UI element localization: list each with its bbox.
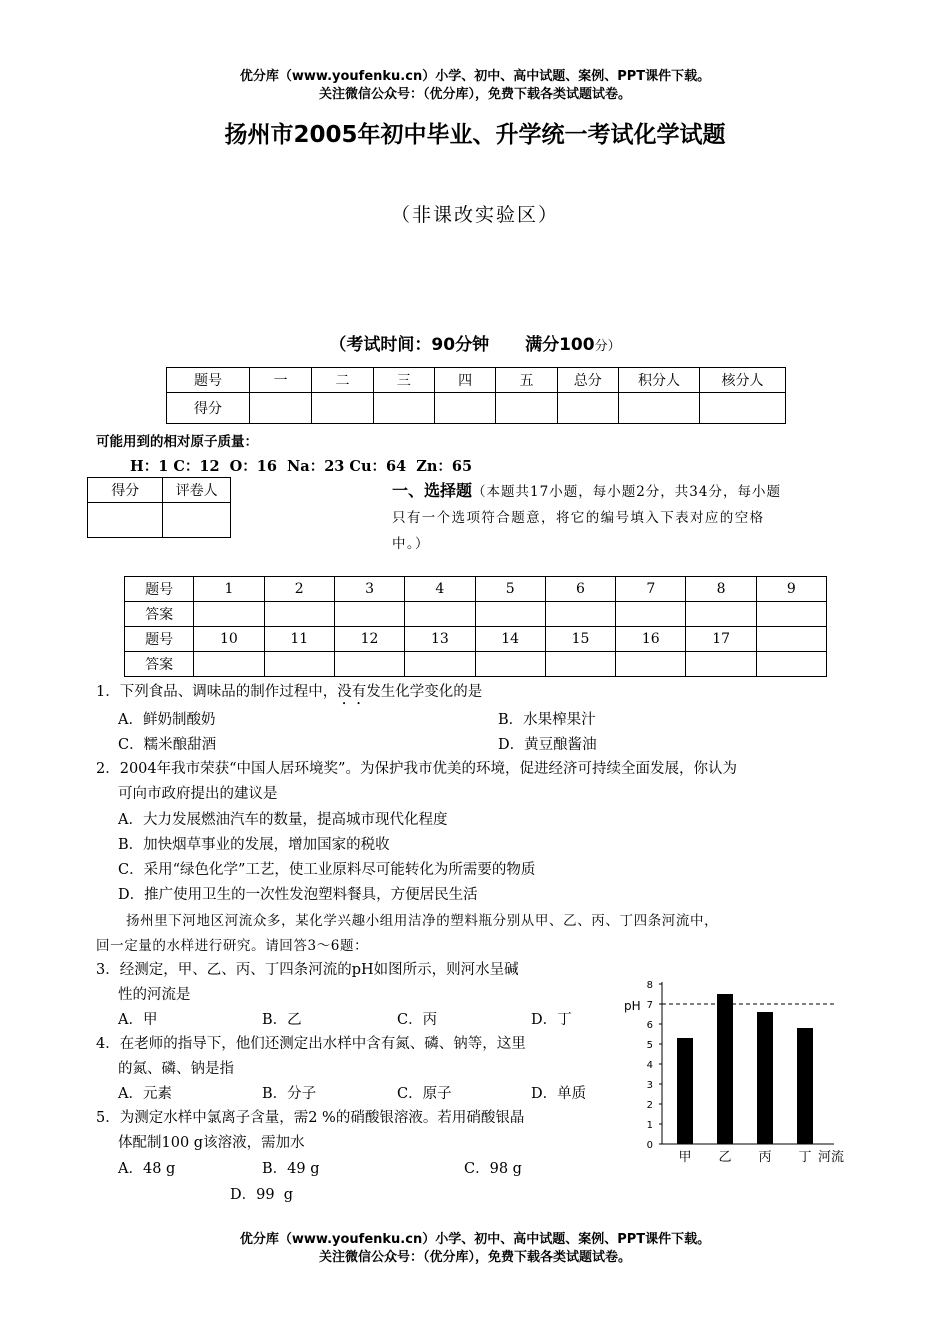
question-3-option-c: C．丙 xyxy=(397,1012,438,1028)
score-header-cell: 题号 xyxy=(167,368,250,393)
question-1-option-d: D．黄豆酿酱油 xyxy=(498,737,597,753)
question-3-stem-line2: 性的河流是 xyxy=(118,987,191,1003)
chart-x-tick-label: 丙 xyxy=(758,1150,772,1165)
answer-cell[interactable] xyxy=(194,602,264,627)
question-3-stem-line1: 3．经测定，甲、乙、丙、丁四条河流的pH如图所示，则河水呈碱 xyxy=(96,962,519,978)
chart-bar xyxy=(677,1038,693,1144)
answer-cell[interactable] xyxy=(545,602,615,627)
chart-y-tick-label: 4 xyxy=(646,1060,653,1071)
answer-cell[interactable] xyxy=(756,652,826,677)
grader-score-label: 得分 xyxy=(88,478,163,503)
question-2-stem-line1: 2．2004年我市荣获“中国人居环境奖”。为保护我市优美的环境，促进经济可持续全面发展，你认为 xyxy=(96,761,737,777)
score-header-cell: 三 xyxy=(373,368,434,393)
score-header-cell: 四 xyxy=(434,368,495,393)
answer-cell[interactable] xyxy=(334,602,404,627)
answer-cell[interactable] xyxy=(475,652,545,677)
section1-desc-2: 只有一个选项符合题意，将它的编号填入下表对应的空格 xyxy=(392,510,765,526)
grader-score-cell[interactable] xyxy=(88,503,163,538)
question-3-option-a: A．甲 xyxy=(118,1012,158,1028)
chart-x-tick-label: 乙 xyxy=(718,1150,732,1165)
chart-y-tick-label: 7 xyxy=(646,1000,653,1011)
page-header-line2: 关注微信公众号：（优分库），免费下载各类试题试卷。 xyxy=(318,87,631,102)
answer-row-label: 题号 xyxy=(125,627,194,652)
answer-cell[interactable] xyxy=(334,652,404,677)
question-4-option-a: A．元素 xyxy=(118,1086,172,1102)
question-1-option-a: A．鲜奶制酸奶 xyxy=(118,712,216,728)
chart-y-tick-label: 8 xyxy=(646,980,653,991)
score-header-cell: 五 xyxy=(496,368,557,393)
question-number-cell: 9 xyxy=(756,577,826,602)
score-cell[interactable] xyxy=(496,393,557,424)
chart-bar xyxy=(797,1028,813,1144)
answer-row-label: 答案 xyxy=(125,652,194,677)
exam-title: 扬州市2005年初中毕业、升学统一考试化学试题 xyxy=(224,122,726,148)
question-4-stem-line2: 的氮、磷、钠是指 xyxy=(118,1061,234,1077)
chart-y-tick-label: 1 xyxy=(646,1120,653,1131)
grader-name-label: 评卷人 xyxy=(163,478,231,503)
grader-box xyxy=(87,477,231,538)
question-1-emphasis: 没有 xyxy=(337,684,367,700)
answer-row-label: 题号 xyxy=(125,577,194,602)
score-cell[interactable] xyxy=(618,393,699,424)
score-cell[interactable] xyxy=(373,393,434,424)
question-1-option-b: B．水果榨果汁 xyxy=(498,712,596,728)
chart-y-tick-label: 2 xyxy=(646,1100,653,1111)
answer-table xyxy=(124,576,827,677)
answer-cell[interactable] xyxy=(194,652,264,677)
question-number-cell: 5 xyxy=(475,577,545,602)
question-3-option-d: D．丁 xyxy=(531,1012,572,1028)
question-number-cell: 16 xyxy=(616,627,686,652)
question-4-option-b: B．分子 xyxy=(262,1086,317,1102)
chart-y-tick-label: 6 xyxy=(646,1020,653,1031)
chart-bar xyxy=(717,994,733,1144)
question-number-cell xyxy=(756,627,826,652)
answer-table-row xyxy=(125,652,827,677)
question-2-option-b: B．加快烟草事业的发展，增加国家的税收 xyxy=(118,837,390,853)
answer-table-row xyxy=(125,627,827,652)
chart-x-tick-label: 甲 xyxy=(678,1150,692,1165)
question-4-option-d: D．单质 xyxy=(531,1086,587,1102)
score-header-cell: 二 xyxy=(312,368,373,393)
question-5-option-a: A．48 g xyxy=(118,1161,176,1177)
question-number-cell: 7 xyxy=(616,577,686,602)
score-cell[interactable] xyxy=(434,393,495,424)
question-2-option-d: D．推广使用卫生的一次性发泡塑料餐具，方便居民生活 xyxy=(118,887,478,903)
question-number-cell: 11 xyxy=(264,627,334,652)
question-number-cell: 4 xyxy=(405,577,475,602)
exam-full-score: 满分100 xyxy=(525,335,595,355)
question-number-cell: 17 xyxy=(686,627,756,652)
section1-desc-1: （本题共17小题，每小题2分，共34分，每小题 xyxy=(472,484,781,500)
question-number-cell: 2 xyxy=(264,577,334,602)
chart-y-axis-label: pH xyxy=(624,999,641,1013)
score-cell[interactable] xyxy=(250,393,312,424)
chart-y-tick-label: 3 xyxy=(646,1080,653,1091)
question-5-option-b: B．49 g xyxy=(262,1161,320,1177)
score-header-cell: 积分人 xyxy=(618,368,699,393)
intro-line2: 回一定量的水样进行研究。请回答3～6题： xyxy=(96,938,369,954)
question-number-cell: 3 xyxy=(334,577,404,602)
answer-cell[interactable] xyxy=(264,602,334,627)
answer-cell[interactable] xyxy=(686,652,756,677)
question-number-cell: 1 xyxy=(194,577,264,602)
answer-table-row xyxy=(125,602,827,627)
section1-desc-3: 中。） xyxy=(392,536,430,552)
answer-cell[interactable] xyxy=(405,652,475,677)
chart-x-tick-label: 丁 xyxy=(798,1150,812,1165)
grader-name-cell[interactable] xyxy=(163,503,231,538)
question-number-cell: 6 xyxy=(545,577,615,602)
question-3-option-b: B．乙 xyxy=(262,1012,302,1028)
question-5-stem-line2: 体配制100 g该溶液，需加水 xyxy=(118,1135,305,1151)
page-footer-line1: 优分库（www.youfenku.cn）小学、初中、高中试题、案例、PPT课件下载。 xyxy=(239,1232,711,1247)
answer-cell[interactable] xyxy=(686,602,756,627)
question-1-stem xyxy=(96,680,482,708)
question-1-stem-part: 发生化学变化的是 xyxy=(366,684,483,700)
answer-cell[interactable] xyxy=(616,652,686,677)
chart-y-tick-label: 0 xyxy=(646,1140,653,1151)
question-2-option-c: C．采用“绿色化学”工艺，使工业原料尽可能转化为所需要的物质 xyxy=(118,862,536,878)
question-number-cell: 8 xyxy=(686,577,756,602)
exam-time: （考试时间：90分钟 xyxy=(329,335,490,355)
score-cell[interactable] xyxy=(557,393,618,424)
score-header-cell: 总分 xyxy=(557,368,618,393)
question-1-option-c: C．糯米酿甜酒 xyxy=(118,737,217,753)
question-number-cell: 13 xyxy=(405,627,475,652)
question-2-option-a: A．大力发展燃油汽车的数量，提高城市现代化程度 xyxy=(118,812,448,828)
question-number-cell: 14 xyxy=(475,627,545,652)
question-4-stem-line1: 4．在老师的指导下，他们还测定出水样中含有氮、磷、钠等，这里 xyxy=(96,1036,526,1052)
section1-name: 一、选择题 xyxy=(392,481,473,500)
exam-score-unit: 分） xyxy=(594,339,621,354)
page-header-line1: 优分库（www.youfenku.cn）小学、初中、高中试题、案例、PPT课件下载。 xyxy=(239,69,711,84)
atomic-mass-values: H：1 C：12 O：16 Na：23 Cu：64 Zn：65 xyxy=(130,458,473,475)
answer-row-label: 答案 xyxy=(125,602,194,627)
question-4-option-c: C．原子 xyxy=(397,1086,452,1102)
score-cell[interactable] xyxy=(700,393,786,424)
answer-cell[interactable] xyxy=(756,602,826,627)
question-number-cell: 12 xyxy=(334,627,404,652)
question-number-cell: 10 xyxy=(194,627,264,652)
exam-subtitle: （非课改实验区） xyxy=(390,204,559,226)
question-5-option-c: C．98 g xyxy=(464,1161,522,1177)
score-header-cell: 一 xyxy=(250,368,312,393)
chart-y-tick-label: 5 xyxy=(646,1040,653,1051)
section1-heading xyxy=(392,478,862,557)
score-table xyxy=(166,367,786,424)
answer-cell[interactable] xyxy=(616,602,686,627)
exam-info xyxy=(0,330,950,355)
answer-table-row xyxy=(125,577,827,602)
chart-x-axis-label: 河流 xyxy=(818,1150,845,1165)
score-table-score-row xyxy=(167,393,786,424)
answer-cell[interactable] xyxy=(475,602,545,627)
chart-bar xyxy=(757,1012,773,1144)
score-cell[interactable] xyxy=(312,393,373,424)
atomic-mass-label: 可能用到的相对原子质量： xyxy=(96,434,258,450)
answer-cell[interactable] xyxy=(264,652,334,677)
intro-line1: 扬州里下河地区河流众多，某化学兴趣小组用洁净的塑料瓶分别从甲、乙、丙、丁四条河流中， xyxy=(126,913,719,929)
page-footer-line2: 关注微信公众号：（优分库），免费下载各类试题试卷。 xyxy=(318,1250,631,1265)
question-number-cell: 15 xyxy=(545,627,615,652)
question-1-stem-part: 1．下列食品、调味品的制作过程中， xyxy=(96,684,338,700)
answer-cell[interactable] xyxy=(545,652,615,677)
answer-cell[interactable] xyxy=(405,602,475,627)
question-2-stem-line2: 可向市政府提出的建议是 xyxy=(118,786,278,802)
question-5-option-d: D．99 g xyxy=(230,1187,294,1203)
score-table-header-row xyxy=(167,368,786,393)
question-5-stem-line1: 5．为测定水样中氯离子含量，需2 %的硝酸银溶液。若用硝酸银晶 xyxy=(96,1110,525,1126)
score-row-label: 得分 xyxy=(167,393,250,424)
score-header-cell: 核分人 xyxy=(700,368,786,393)
ph-bar-chart xyxy=(612,972,862,1172)
